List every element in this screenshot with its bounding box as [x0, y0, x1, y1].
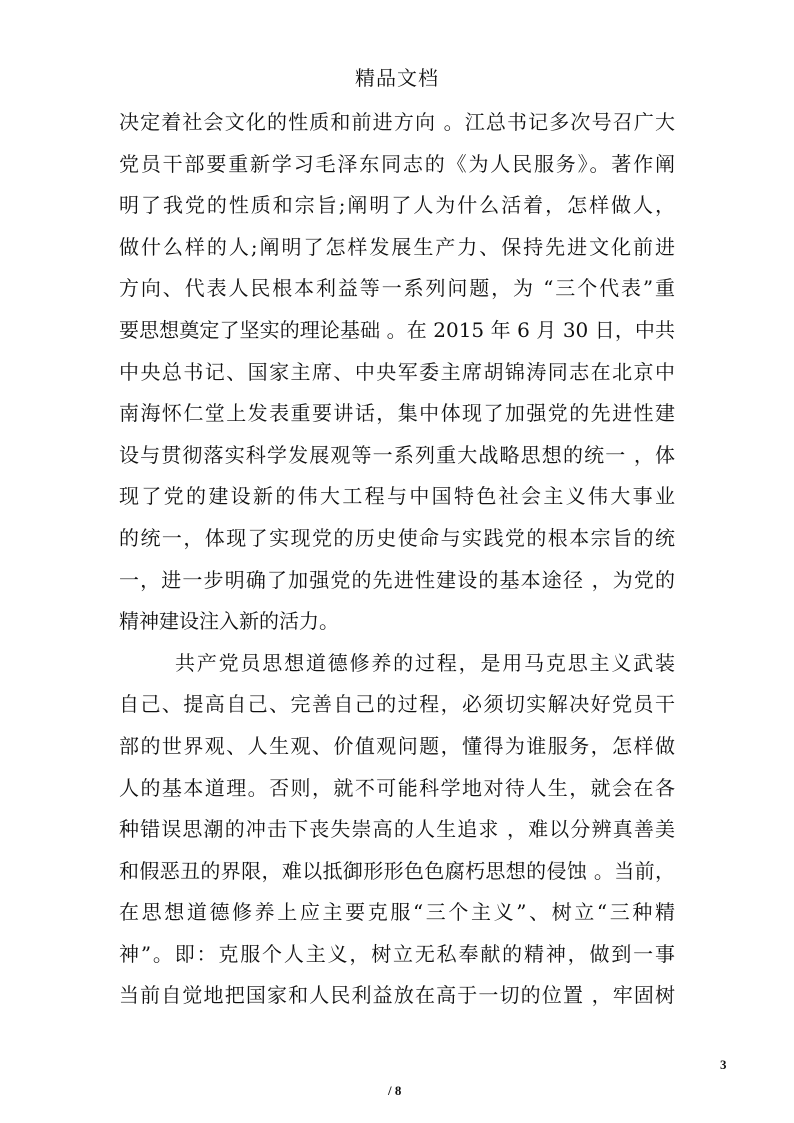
paragraph-2-line-9: 当前自觉地把国家和人民利益放在高于一切的位置 ，牢固树 [119, 983, 675, 1008]
paragraph-2-line-2: 自己、提高自己、完善自己的过程，必须切实解决好党员干 [119, 692, 675, 717]
paragraph-2-line-3: 部的世界观、人生观、价值观问题，懂得为谁服务，怎样做 [119, 733, 675, 758]
paragraph-1-line-4: 做什么样的人;阐明了怎样发展生产力、保持先进文化前进 [119, 234, 675, 259]
paragraph-2-line-8: 神”。即：克服个人主义，树立无私奉献的精神，做到一事 [119, 941, 675, 966]
paragraph-2-line-7: 在思想道德修养上应主要克服“三个主义”、树立“三种精 [119, 900, 675, 925]
paragraph-2-line-6: 和假恶丑的界限，难以抵御形形色色腐朽思想的侵蚀 。当前， [119, 858, 675, 883]
paragraph-1-line-7: 中央总书记、国家主席、中央军委主席胡锦涛同志在北京中 [119, 359, 675, 384]
paragraph-1-line-8: 南海怀仁堂上发表重要讲话，集中体现了加强党的先进性建 [119, 401, 675, 426]
paragraph-1-line-13: 精神建设注入新的活力。 [119, 609, 339, 634]
page-number: 3 [720, 1057, 727, 1072]
page-count: / 8 [388, 1083, 402, 1098]
paragraph-1-line-12: 一，进一步明确了加强党的先进性建设的基本途径 ，为党的 [119, 567, 675, 592]
document-header-title: 精品文档 [355, 66, 439, 90]
paragraph-1-line-6: 要思想奠定了坚实的理论基础 。在 2015 年 6 月 30 日，中共 [119, 317, 675, 342]
document-body [119, 102, 675, 1017]
paragraph-1-line-5: 方向、代表人民根本利益等一系列问题，为 “三个代表”重 [119, 276, 675, 301]
paragraph-1-line-3: 明了我党的性质和宗旨;阐明了人为什么活着，怎样做人， [119, 193, 675, 218]
paragraph-2-line-5: 种错误思潮的冲击下丧失崇高的人生追求 ，难以分辨真善美 [119, 817, 675, 842]
paragraph-1-line-9: 设与贯彻落实科学发展观等一系列重大战略思想的统一 ，体 [119, 442, 675, 467]
paragraph-1-line-10: 现了党的建设新的伟大工程与中国特色社会主义伟大事业 [119, 484, 675, 509]
paragraph-2-line-1: 共产党员思想道德修养的过程，是用马克思主义武装 [175, 650, 675, 675]
paragraph-1-line-1: 决定着社会文化的性质和前进方向 。江总书记多次号召广大 [119, 110, 675, 134]
paragraph-2-line-4: 人的基本道理。否则，就不可能科学地对待人生，就会在各 [119, 775, 675, 800]
paragraph-1-line-2: 党员干部要重新学习毛泽东同志的《为人民服务》。著作阐 [119, 151, 675, 176]
paragraph-1-line-11: 的统一，体现了实现党的历史使命与实践党的根本宗旨的统 [119, 525, 675, 550]
